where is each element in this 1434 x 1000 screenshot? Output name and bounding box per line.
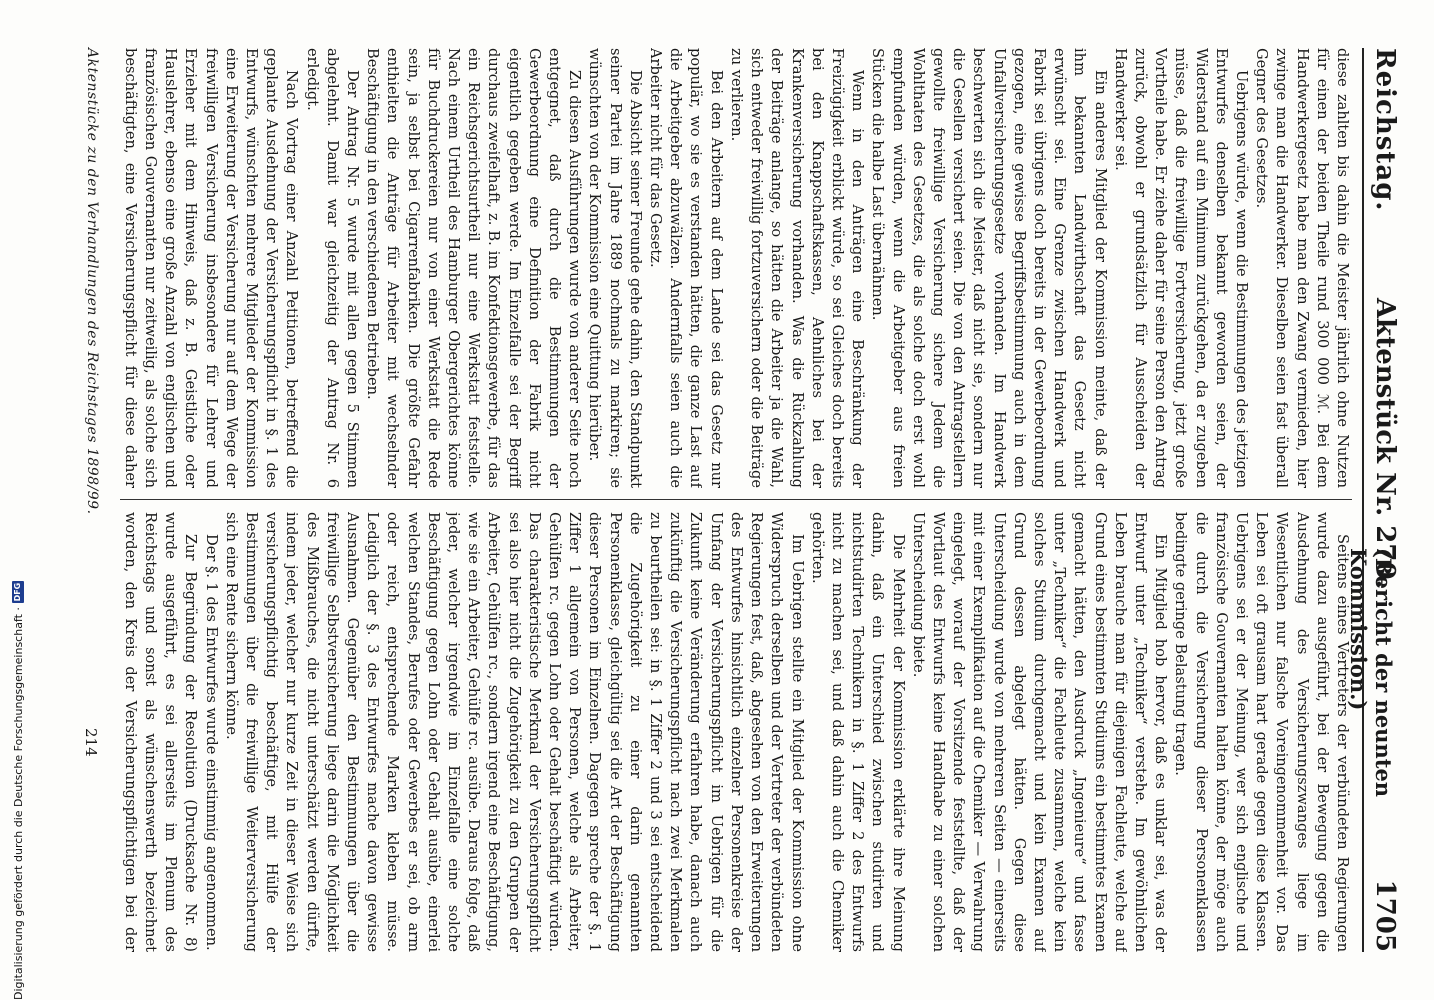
paragraph: Der Antrag Nr. 5 wurde mit allen gegen 5 Stimmen abgelehnt. Damit war gleichzeitig der Antrag Nr. 6 erledigt.: [303, 48, 362, 488]
credit-text: Digitalisierung gefördert durch die Deutsche Forschungsgemeinschaft ·: [11, 607, 25, 1000]
paragraph: Seitens eines Vertreters der verbündeten Regierungen wurde dazu ausgeführt, bei der Bewegung gegen die Ausdehnung des Versicherungszwanges liege im Wesentlichen nur falsche Voreingenommenheit vor. Das Leben sei oft grausam hart gerade gegen diese Klassen. Uebrigens sei er der Meinung, wer sich englische und französische Gouvernanten halten könne, der möge auch die durch die Versicherung dieser Personenklassen bedingte geringe Belastung tragen.: [1172, 512, 1351, 952]
column-divider: [120, 499, 1352, 500]
footer-note: Aktenstücke zu den Verhandlungen des Reichstages 1898/99.: [84, 48, 100, 515]
paragraph: Im Uebrigen stellte ein Mitglied der Kommission ohne Widerspruch derselben und der Vertreter der verbündeten Regierungen fest, daß, abgesehen von den Erweiterungen des Entwurfes hinsichtlich einzelner Personenkreise der Umfang der Versicherungspflicht im Uebrigen für die Zukunft keine Veränderung erfahren habe, danach auch zukünftig die Versicherungspflicht nach zwei Merkmalen zu beurtheilen sei: in §. 1 Ziffer 2 und 3 sei entscheidend die Zugehörigkeit zu einer darin genannten Personenklasse, gleichgültig sei die Art der Beschäftigung dieser Personen im Einzelnen. Dagegen spreche der §. 1 Ziffer 1 allgemein von Personen, welche als Arbeiter, Gehülfen rc. gegen Lohn oder Gehalt beschäftigt würden. Das charakteristische Merkmal der Versicherungspflicht sei also hier nicht die Zugehörigkeit zu den Gruppen der Arbeiter, Gehülfen rc., sondern irgend eine Beschäftigung, wie sie ein Arbeiter, Gehülfe rc. ausübe. Daraus folge, daß jeder, welcher irgendwie im Einzelfalle eine solche Beschäftigung gegen Lohn oder Gehalt ausübe, einerlei welchen Standes, Berufes oder Gewerbes er sei, ob arm oder reich, entsprechende Marken kleben müsse. Lediglich der §. 3 des Entwurfes mache davon gewisse Ausnahmen. Gegenüber den Bestimmungen über die freiwillige Selbstversicherung liege darin die Möglichkeit des Mißbrauches, die nicht unterschätzt werden dürfte, indem jeder, welcher nur kurze Zeit in dieser Weise sich versicherungspflichtig beschäftige, mit Hülfe der Bestimmungen über die freiwillige Weiterversicherung sich eine Rente sichern könne.: [222, 512, 806, 952]
paragraph: Die Mehrheit der Kommission erklärte ihre Meinung dahin, daß ein Unterschied zwischen studirten und nichtstudirten Technikern in §. 1 Ziffer 2 des Entwurfs nicht zu machen sei, und daß dahin auch die Chemiker gehörten.: [808, 512, 907, 952]
paragraph: Der §. 1 des Entwurfes wurde einstimmig angenommen.: [202, 534, 220, 951]
paragraph: Zu diesen Ausführungen wurde von anderer Seite noch entgegnet, daß durch die Bestimmungen der Gewerbeordnung eine Definition der Fabrik nicht eigentlich gegeben werde. Im Einzelfalle sei der Begriff durchaus zweifelhaft, z. B. im Konfektionsgewerbe, für das ein Reichsgerichtsurtheil nur eine Werkstatt feststelle. Nach einem Urtheil des Hamburger Obergerichtes könne für Buchdruckereien nur von einer Werkstatt die Rede sein, ja selbst bei Cigarrenfabriken. Die größte Gefahr enthielten die Anträge für Arbeiter mit wechselnder Beschäftigung in den verschiedenen Betrieben.: [364, 48, 584, 488]
right-text-column: [120, 512, 1352, 952]
paragraph: Nach Vortrag einer Anzahl Petitionen, betreffend die geplante Ausdehnung der Versicherungspflicht in §. 1 des Entwurfs, wünschten mehrere Mitglieder der Kommission eine Erweiterung der Versicherung nur auf dem Wege der freiwilligen Versicherung insbesondere für Lehrer und Erzieher mit dem Hinweis, daß z. B. Geistliche oder Hauslehrer, ebenso eine große Anzahl von englischen und französischen Gouvernanten nur zeitweilig, als solche sich beschäftigten, eine Versicherungspflicht für diese daher: [121, 48, 301, 488]
page-header: [1346, 48, 1404, 952]
header-reichstag: Reichstag.: [1370, 48, 1400, 212]
left-text-column: [120, 48, 1352, 488]
digitization-credit: [10, 10, 26, 1000]
paragraph: Bei den Arbeitern auf dem Lande sei das Gesetz nur populär, wo sie es verstanden hätten, die ganze Last auf die Arbeitgeber abzuwälzen. Andernfalls seien auch die Arbeiter nicht für das Gesetz.: [647, 48, 725, 488]
dfg-logo-icon: DFG: [13, 582, 22, 602]
header-document-number: Aktenstück Nr. 270.: [1370, 298, 1400, 589]
paragraph: Ein anderes Mitglied der Kommission meinte, daß der ihm bekannten Landwirthschaft das Gesetz nicht erwünscht sei. Eine Grenze zwischen Handwerk und Fabrik sei übrigens doch bereits in der Gewerbeordnung gezogen, eine gewisse Begriffsbestimmung auch in dem Unfallversicherungsgesetze vorhanden. Im Handwerk beschwerten sich die Meister, daß nicht sie, sondern nur die Gesellen versichert seien. Die von den Antragstellern gewollte freiwillige Versicherung sichere Jedem die Wohlthaten des Gesetzes, die als solche doch erst wohl empfunden würden, wenn die Arbeitgeber aus freien Stücken die halbe Last übernähmen.: [869, 48, 1109, 488]
paragraph: Zur Begründung der Resolution (Drucksache Nr. 8) wurde ausgeführt, es sei allerseits im Plenum des Reichstags und sonst als wünschenswerth bezeichnet worden, den Kreis der Versicherungspflichtigen bei der: [121, 512, 200, 952]
paragraph: Die Absicht seiner Freunde gehe dahin, den Standpunkt seiner Partei im Jahre 1889 nochmals zu markiren; sie wünschten von der Kommission eine Quittung hierüber.: [586, 48, 644, 488]
page-footer: [70, 48, 100, 952]
header-page-number: 1705: [1370, 879, 1400, 952]
paragraph: diese zahlten bis dahin die Meister jährlich ohne Nutzen für einen der beiden Theile rund 300 000 ℳ. Bei dem Handwerkergesetz habe man den Zwang vermieden, hier zwinge man die Handwerker. Dieselben seien fast überall Gegner des Gesetzes.: [1253, 48, 1351, 488]
footer-page-number: 214: [82, 728, 100, 757]
header-commission-report: (Bericht der neunten Kommission.): [1346, 548, 1396, 798]
paragraph: Uebrigens würde, wenn die Bestimmungen des jetzigen Entwurfes denselben bekannt geworden seien, der Widerstand auf ein Minimum zurückgehen, da er zugeben müsse, daß die freiwillige Fortversicherung, jetzt große Vortheile habe. Er ziehe daher für seine Person den Antrag zurück, obwohl er grundsätzlich für Ausscheiden der Handwerker sei.: [1111, 48, 1250, 488]
paragraph: Ein Mitglied hob hervor, daß es unklar sei, was der Entwurf unter „Techniker“ verstehe. Im gewöhnlichen Leben brauche man für diejenigen Fachleute, welche auf Grund eines bestimmten Studiums ein bestimmtes Examen gemacht hätten, den Ausdruck „Ingenieure“ und fasse unter „Techniker“ die Fachleute zusammen, welche kein solches Studium durchgemacht und kein Examen auf Grund dessen abgelegt hätten. Gegen diese Unterscheidung wurde von mehreren Seiten — einerseits mit einer Exemplifikation auf die Chemiker — Verwahrung eingelegt, worauf der Vorsitzende feststellte, daß der Wortlaut des Entwurfs keine Handhabe zu einer solchen Unterscheidung biete.: [909, 512, 1170, 952]
paragraph: Wenn in den Anträgen eine Beschränkung der Freizügigkeit erblickt würde, so sei Gleiches doch bereits bei den Knappschaftskassen, Aehnliches bei der Krankenversicherung vorhanden. Was die Rückzahlung der Beiträge anlange, so hätten die Arbeiter ja die Wahl, sich entweder freiwillig fortzuversichern oder die Beiträge zu verlieren.: [727, 48, 867, 488]
